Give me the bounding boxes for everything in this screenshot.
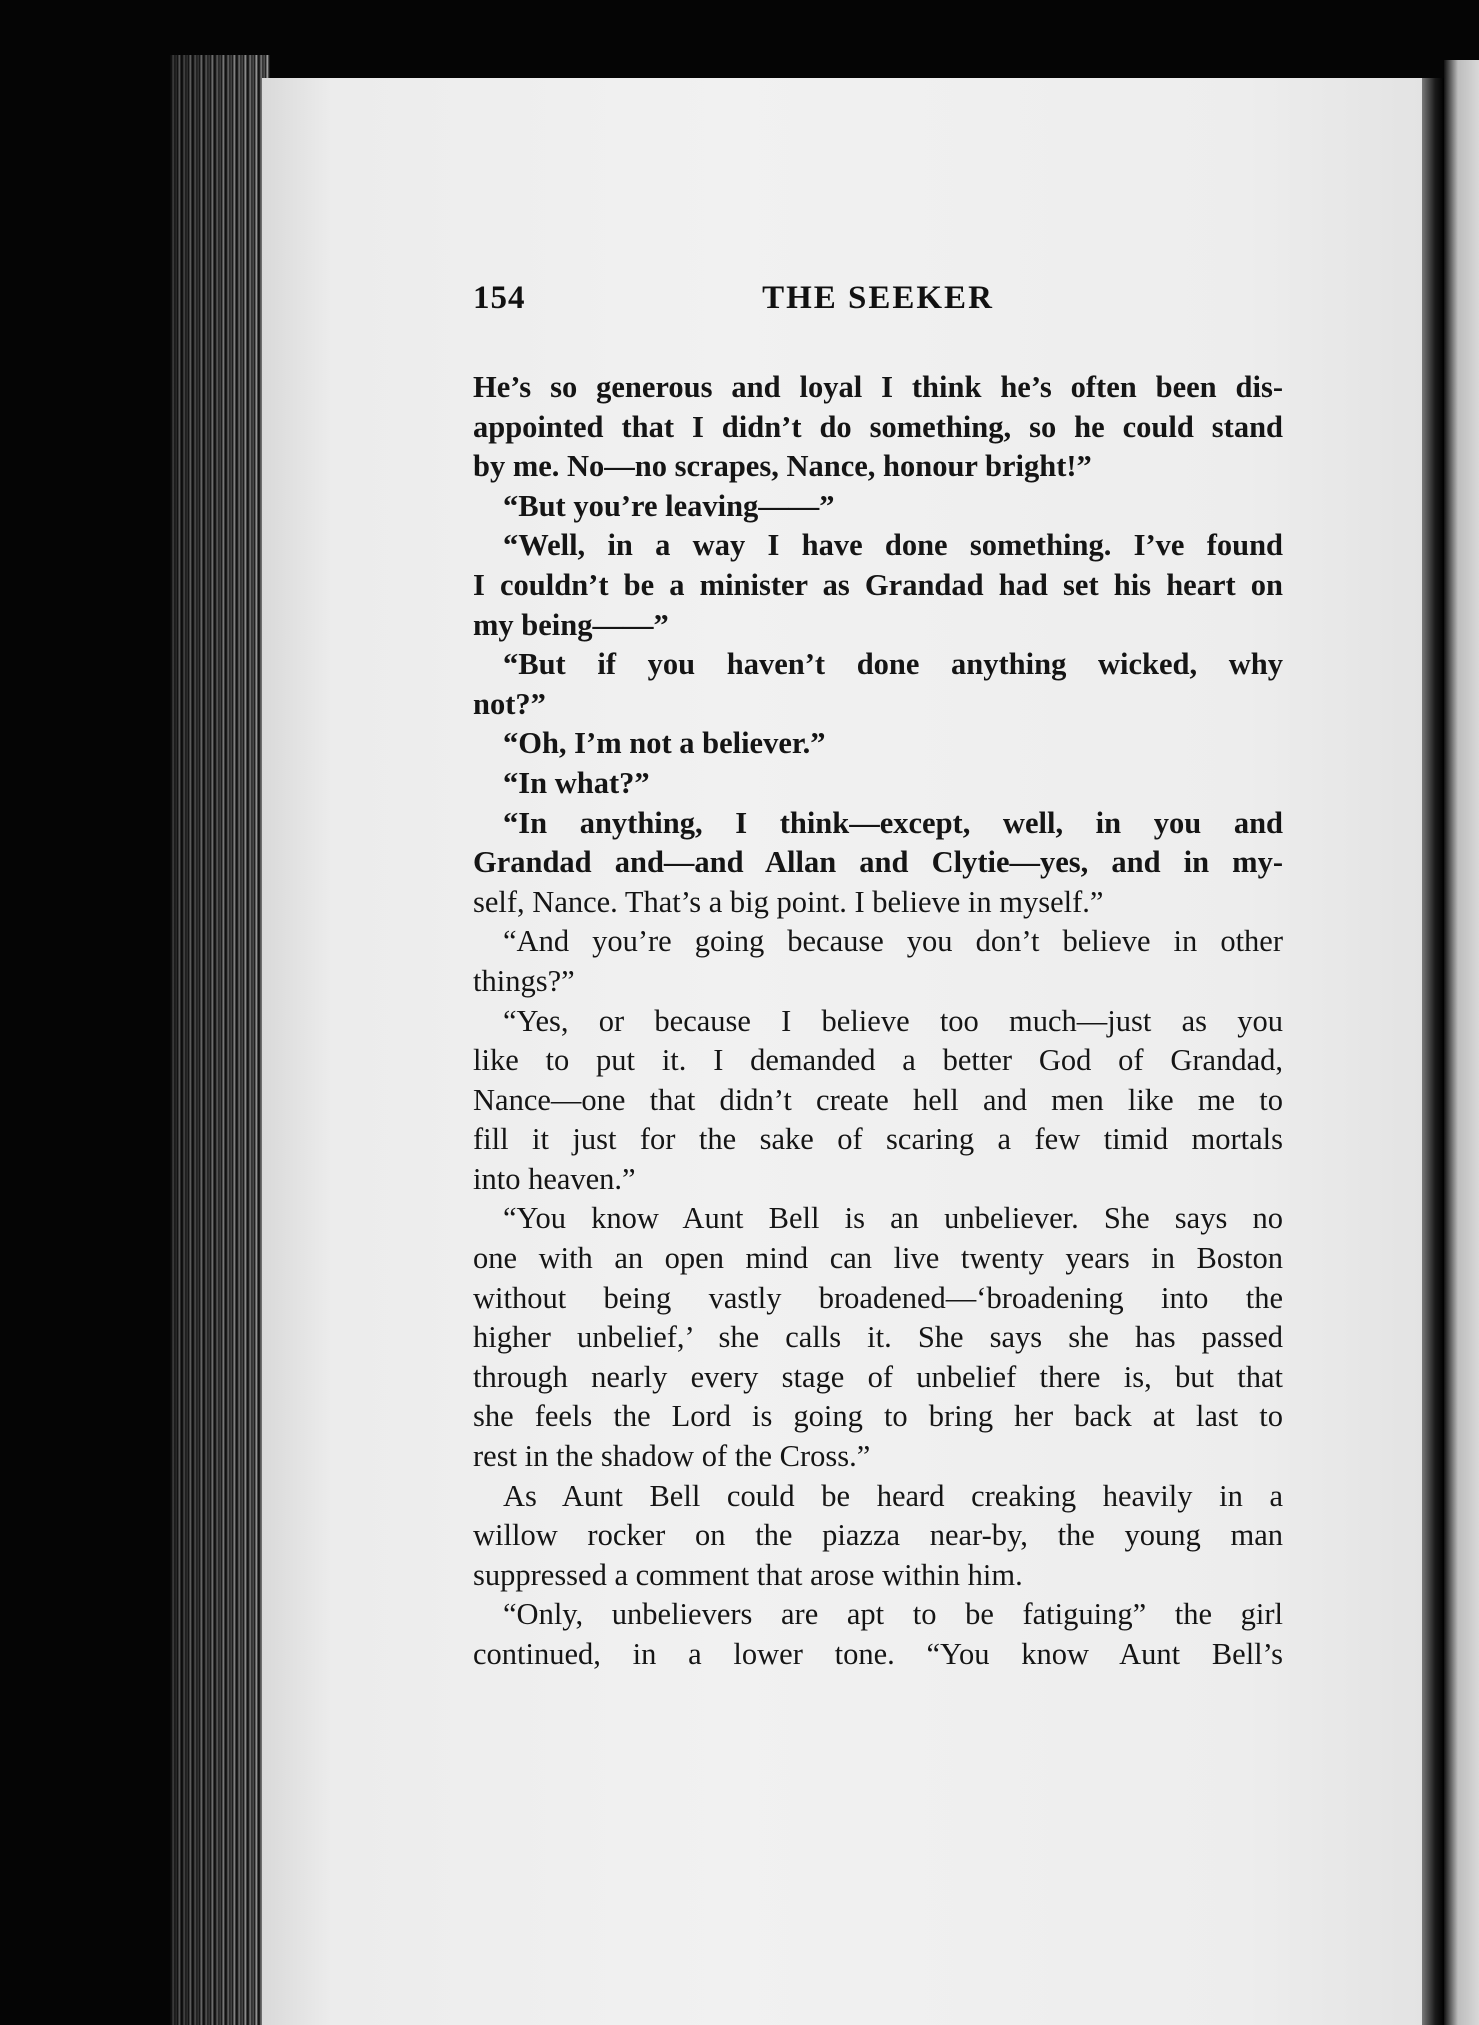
text-line: by me. No—no scrapes, Nance, honour bright!” xyxy=(473,449,1092,484)
book-gutter-shadow xyxy=(1422,78,1444,2025)
text-line: like to put it. I demanded a better God of Grandad, xyxy=(473,1043,1283,1078)
text-line: rest in the shadow of the Cross.” xyxy=(473,1439,871,1474)
text-line: “You know Aunt Bell is an unbeliever. She says no xyxy=(503,1201,1283,1236)
text-line: higher unbelief,’ she calls it. She says she has passed xyxy=(473,1320,1283,1355)
text-line: through nearly every stage of unbelief there is, but that xyxy=(473,1359,1283,1394)
body-text xyxy=(473,368,1283,1675)
text-line: “And you’re going because you don’t believe in other xyxy=(503,924,1283,959)
text-line: “Well, in a way I have done something. I’ve found xyxy=(503,528,1283,563)
text-line: Nance—one that didn’t create hell and men like me to xyxy=(473,1082,1283,1117)
text-line: “In what?” xyxy=(503,765,650,800)
text-line: “Yes, or because I believe too much—just as you xyxy=(503,1003,1283,1038)
text-line: “Only, unbelievers are apt to be fatiguing” the girl xyxy=(503,1597,1283,1632)
text-line: without being vastly broadened—‘broadening into the xyxy=(473,1280,1283,1315)
page-number: 154 xyxy=(473,280,526,316)
text-line: “Oh, I’m not a believer.” xyxy=(503,726,826,761)
page-edges-shadow xyxy=(170,55,270,2025)
text-line: Grandad and—and Allan and Clytie—yes, and in my- xyxy=(473,845,1283,880)
text-line: willow rocker on the piazza near-by, the young man xyxy=(473,1518,1283,1553)
text-line: one with an open mind can live twenty years in Boston xyxy=(473,1241,1283,1276)
text-line: appointed that I didn’t do something, so he could stand xyxy=(473,409,1283,444)
text-line: suppressed a comment that arose within him. xyxy=(473,1557,1023,1592)
text-line: “But you’re leaving——” xyxy=(503,488,835,523)
running-head xyxy=(473,280,1283,330)
text-line: “But if you haven’t done anything wicked, why xyxy=(503,647,1283,682)
running-title: THE SEEKER xyxy=(762,280,994,316)
text-line: I couldn’t be a minister as Grandad had set his heart on xyxy=(473,567,1283,602)
text-line: As Aunt Bell could be heard creaking heavily in a xyxy=(503,1478,1283,1513)
text-line: He’s so generous and loyal I think he’s often been dis- xyxy=(473,370,1283,404)
text-line: self, Nance. That’s a big point. I believe in myself.” xyxy=(473,884,1104,919)
text-line: into heaven.” xyxy=(473,1161,636,1196)
text-line: “In anything, I think—except, well, in you and xyxy=(503,805,1283,840)
text-line: fill it just for the sake of scaring a few timid mortals xyxy=(473,1122,1283,1157)
text-line: things?” xyxy=(473,963,575,998)
text-line: continued, in a lower tone. “You know Aunt Bell’s xyxy=(473,1637,1283,1671)
text-line: she feels the Lord is going to bring her back at last to xyxy=(473,1399,1283,1434)
text-line: not?” xyxy=(473,686,546,721)
text-line: my being——” xyxy=(473,607,669,642)
facing-page-edge xyxy=(1444,60,1479,2025)
